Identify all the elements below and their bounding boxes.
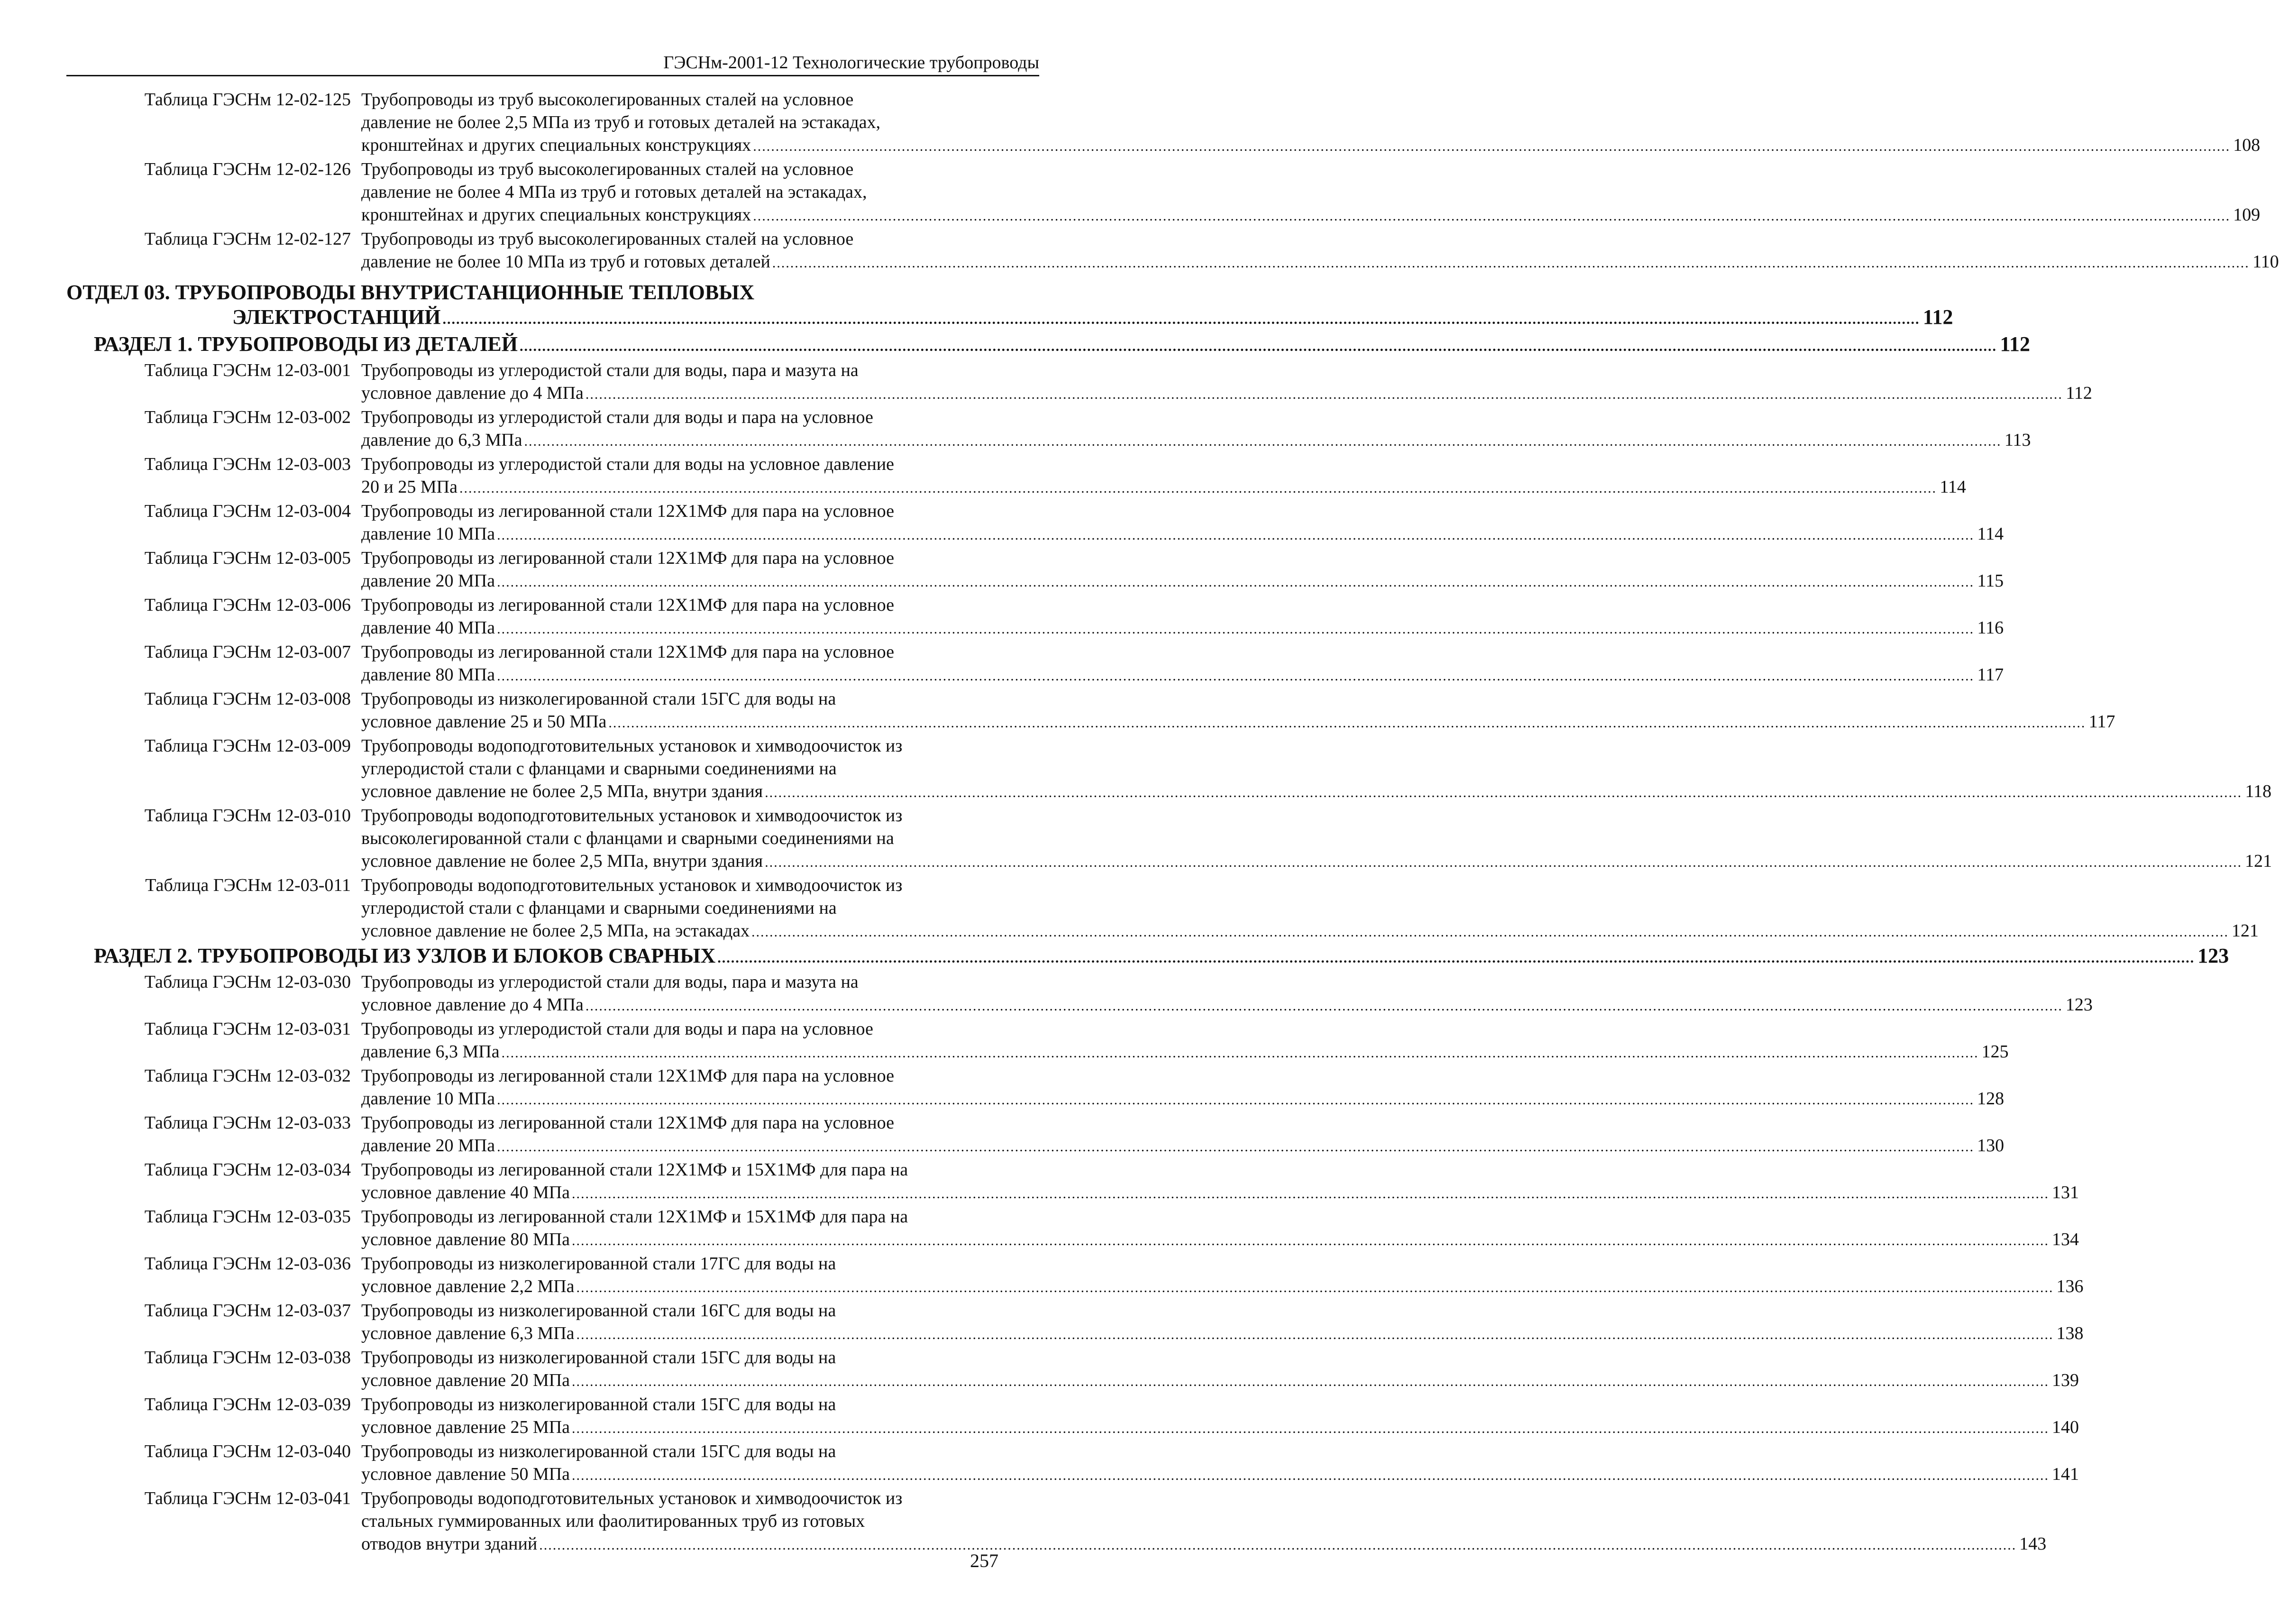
- heading-line: РАЗДЕЛ 2. ТРУБОПРОВОДЫ ИЗ УЗЛОВ И БЛОКОВ СВАРНЫХ: [94, 944, 716, 967]
- toc-entry-last-line: [361, 429, 2031, 453]
- dot-leader: [751, 921, 2229, 944]
- toc-entry-label: Таблица ГЭСНм 12-03-034: [144, 1160, 351, 1180]
- toc-entry-label: Таблица ГЭСНм 12-03-038: [144, 1348, 351, 1367]
- toc-entry-last-line: [361, 476, 1966, 500]
- toc-entry[interactable]: [66, 1064, 2004, 1111]
- page-number: 257: [970, 1550, 998, 1571]
- heading-last-line: [66, 944, 2229, 971]
- toc-entry-title-line: Трубопроводы из углеродистой стали для воды, пара и мазута на: [361, 360, 859, 380]
- toc-entry-title: [361, 1158, 2079, 1205]
- toc-entry-title-line: давление 10 МПа: [361, 1089, 495, 1109]
- toc-entry-title: [361, 804, 2272, 874]
- toc-entry-label: Таблица ГЭСНм 12-03-041: [144, 1488, 351, 1508]
- dot-leader: [572, 1417, 2049, 1440]
- toc-entry-title-line: Трубопроводы из труб высоколегированных сталей на условное: [361, 90, 854, 110]
- header-rule: [66, 75, 1039, 76]
- dot-leader: [497, 571, 1974, 594]
- toc-entry-title-line: углеродистой стали с фланцами и сварными соединениями на: [361, 759, 837, 779]
- table-of-contents: [66, 88, 2279, 1557]
- toc-entry[interactable]: [66, 88, 2261, 158]
- toc-entry-title-line: давление не более 4 МПа из труб и готовых деталей на эстакадах,: [361, 182, 867, 202]
- toc-page-number: 123: [2065, 995, 2093, 1015]
- toc-entry-title-line: Трубопроводы водоподготовительных установок и химводоочисток из: [361, 736, 903, 756]
- toc-page-number: 130: [1977, 1136, 2004, 1156]
- toc-entry-last-line: [361, 1087, 2004, 1111]
- dot-leader: [572, 1464, 2049, 1487]
- toc-entry[interactable]: [66, 453, 1966, 500]
- dot-leader: [459, 477, 1937, 500]
- toc-entry-title-line: углеродистой стали с фланцами и сварными соединениями на: [361, 898, 837, 918]
- toc-page-number: 121: [2232, 921, 2259, 941]
- toc-entry-title-line: Трубопроводы из легированной стали 12Х1МФ для пара на условное: [361, 595, 894, 615]
- toc-entry-label: Таблица ГЭСНм 12-03-035: [144, 1207, 351, 1227]
- toc-entry-title-line: высоколегированной стали с фланцами и сварными соединениями на: [361, 828, 894, 848]
- toc-entry-title-line: Трубопроводы из углеродистой стали для воды и пара на условное: [361, 407, 873, 427]
- toc-entry[interactable]: [66, 500, 2004, 547]
- toc-page-number: 112: [1922, 305, 1953, 329]
- toc-entry-title-line: Трубопроводы из легированной стали 12Х1МФ для пара на условное: [361, 548, 894, 568]
- toc-page-number: 139: [2052, 1370, 2079, 1390]
- toc-entry-title-line: давление 80 МПа: [361, 665, 495, 685]
- toc-entry-title: [361, 688, 2115, 734]
- toc-page-number: 134: [2052, 1229, 2079, 1249]
- dot-leader: [520, 334, 1997, 359]
- toc-page-number: 112: [2066, 383, 2092, 403]
- toc-entry-last-line: [361, 523, 2004, 547]
- toc-entry-title: [361, 734, 2271, 804]
- toc-entry-label: Таблица ГЭСНм 12-03-005: [144, 548, 351, 568]
- toc-entry-label: Таблица ГЭСНм 12-03-033: [144, 1113, 351, 1133]
- toc-entry-title-line: условное давление не более 2,5 МПа, внутри здания: [361, 851, 763, 871]
- heading-last-line: [66, 332, 2031, 359]
- toc-page-number: 108: [2233, 135, 2261, 155]
- toc-entry-label: Таблица ГЭСНм 12-03-040: [144, 1441, 351, 1461]
- toc-entry-title-line: отводов внутри зданий: [361, 1534, 538, 1554]
- toc-entry-title: [361, 1018, 2009, 1064]
- toc-entry-last-line: [361, 1134, 2004, 1158]
- toc-entry-last-line: [361, 1228, 2079, 1252]
- toc-entry-title-line: Трубопроводы из легированной стали 12Х1МФ и 15Х1МФ для пара на: [361, 1207, 908, 1227]
- toc-entry-title-line: давление не более 10 МПа из труб и готовых деталей: [361, 252, 770, 272]
- toc-entry-title: [361, 158, 2260, 228]
- toc-entry[interactable]: [66, 734, 2272, 804]
- toc-page-number: 114: [1977, 524, 2004, 544]
- toc-entry-label: Таблица ГЭСНм 12-03-004: [144, 501, 351, 521]
- dot-leader: [586, 995, 2063, 1018]
- toc-page-number: 113: [2004, 430, 2031, 450]
- toc-entry-title-line: кронштейнах и других специальных конструкциях: [361, 135, 751, 155]
- toc-entry-title-line: Трубопроводы из углеродистой стали для воды, пара и мазута на: [361, 972, 859, 992]
- toc-entry-title-line: давление 20 МПа: [361, 571, 495, 591]
- toc-entry-title: [361, 1252, 2084, 1299]
- toc-entry-last-line: [361, 1040, 2009, 1064]
- toc-section-heading[interactable]: [66, 332, 2031, 359]
- toc-section-heading[interactable]: [66, 944, 2229, 971]
- toc-page-number: 116: [1977, 618, 2004, 638]
- toc-entry[interactable]: [66, 1299, 2084, 1346]
- toc-entry-last-line: [361, 569, 2004, 594]
- toc-entry-label: Таблица ГЭСНм 12-03-030: [144, 972, 351, 992]
- toc-entry[interactable]: [66, 228, 2279, 275]
- toc-entry-title: [361, 1299, 2084, 1346]
- toc-page-number: 138: [2056, 1323, 2084, 1343]
- toc-page-number: 131: [2052, 1183, 2079, 1202]
- toc-entry-title-line: условное давление 80 МПа: [361, 1229, 570, 1249]
- dot-leader: [577, 1276, 2054, 1299]
- toc-entry-label: Таблица ГЭСНм 12-02-127: [144, 229, 351, 249]
- toc-page-number: 117: [2088, 712, 2115, 732]
- toc-entry-label: Таблица ГЭСНм 12-02-125: [144, 90, 351, 110]
- toc-entry[interactable]: [66, 547, 2004, 594]
- toc-entry[interactable]: [66, 158, 2261, 228]
- toc-entry-title: [361, 500, 2004, 547]
- toc-entry-last-line: [361, 134, 2260, 158]
- toc-entry-title-line: Трубопроводы из низколегированной стали 16ГС для воды на: [361, 1301, 836, 1321]
- toc-entry-title-line: условное давление до 4 МПа: [361, 383, 584, 403]
- toc-entry-last-line: [361, 919, 2259, 944]
- toc-entry-title-line: давление 20 МПа: [361, 1136, 495, 1156]
- toc-entry-title-line: Трубопроводы водоподготовительных установок и химводоочисток из: [361, 875, 903, 895]
- toc-entry[interactable]: [66, 594, 2004, 641]
- toc-page-number: 121: [2245, 851, 2272, 871]
- toc-entry-title-line: условное давление 2,2 МПа: [361, 1276, 575, 1296]
- toc-entry-title: [361, 88, 2260, 158]
- toc-entry-last-line: [361, 663, 2004, 688]
- dot-leader: [497, 618, 1974, 641]
- toc-entry-label: Таблица ГЭСНм 12-03-011: [145, 875, 351, 895]
- toc-entry-title-line: давление 40 МПа: [361, 618, 495, 638]
- toc-entry-title: [361, 453, 1966, 500]
- toc-entry[interactable]: [66, 1205, 2079, 1252]
- toc-entry-title-line: давление не более 2,5 МПа из труб и готовых деталей на эстакадах,: [361, 112, 881, 132]
- toc-page-number: 118: [2245, 781, 2272, 801]
- toc-entry-last-line: [361, 1416, 2079, 1440]
- heading-line: ЭЛЕКТРОСТАНЦИЙ: [232, 305, 441, 329]
- toc-entry-title: [361, 1064, 2004, 1111]
- dot-leader: [524, 430, 2001, 453]
- toc-entry-title-line: условное давление 50 МПа: [361, 1464, 570, 1484]
- toc-entry-label: Таблица ГЭСНм 12-03-036: [144, 1254, 351, 1274]
- dot-leader: [572, 1370, 2049, 1393]
- toc-entry[interactable]: [66, 1346, 2079, 1393]
- toc-entry[interactable]: [66, 804, 2272, 874]
- toc-entry-title-line: Трубопроводы из труб высоколегированных сталей на условное: [361, 229, 854, 249]
- dot-leader: [772, 252, 2250, 275]
- toc-entry-last-line: [361, 250, 2279, 275]
- dot-leader: [586, 383, 2063, 406]
- heading-last-line: [66, 305, 1953, 332]
- toc-entry-label: Таблица ГЭСНм 12-03-039: [144, 1395, 351, 1414]
- dot-leader: [753, 205, 2230, 228]
- toc-entry-title-line: условное давление 40 МПа: [361, 1183, 570, 1202]
- toc-entry-title-line: условное давление 25 и 50 МПа: [361, 712, 607, 732]
- toc-entry-title: [361, 547, 2004, 594]
- toc-entry-title-line: Трубопроводы из труб высоколегированных сталей на условное: [361, 159, 854, 179]
- toc-entry-title-line: условное давление 25 МПа: [361, 1417, 570, 1437]
- dot-leader: [765, 781, 2242, 804]
- toc-entry-title-line: Трубопроводы из легированной стали 12Х1МФ для пара на условное: [361, 1066, 894, 1086]
- toc-entry-title-line: Трубопроводы из низколегированной стали 15ГС для воды на: [361, 689, 836, 709]
- toc-entry-title-line: Трубопроводы из низколегированной стали 15ГС для воды на: [361, 1441, 836, 1461]
- toc-entry-last-line: [361, 616, 2004, 641]
- toc-entry-label: Таблица ГЭСНм 12-03-032: [144, 1066, 351, 1086]
- toc-entry-title: [361, 641, 2004, 688]
- toc-page-number: 110: [2252, 252, 2279, 272]
- toc-entry-title: [361, 1205, 2079, 1252]
- toc-entry-last-line: [361, 1275, 2084, 1299]
- toc-page-number: 141: [2052, 1464, 2079, 1484]
- toc-entry-title-line: Трубопроводы из легированной стали 12Х1МФ для пара на условное: [361, 1113, 894, 1133]
- toc-entry-last-line: [361, 1181, 2079, 1205]
- toc-entry-title: [361, 1346, 2079, 1393]
- toc-entry[interactable]: [66, 1158, 2079, 1205]
- dot-leader: [497, 524, 1974, 547]
- toc-entry-title-line: стальных гуммированных или фаолитированных труб из готовых: [361, 1511, 865, 1531]
- toc-entry-label: Таблица ГЭСНм 12-03-037: [144, 1301, 351, 1321]
- toc-entry[interactable]: [66, 1487, 2047, 1557]
- toc-entry[interactable]: [66, 688, 2115, 734]
- toc-entry-label: Таблица ГЭСНм 12-03-007: [144, 642, 351, 662]
- toc-page-number: 115: [1977, 571, 2004, 591]
- toc-page-number: 112: [2000, 332, 2031, 356]
- toc-page-number: 125: [1981, 1042, 2009, 1062]
- toc-entry-title: [361, 228, 2279, 275]
- toc-entry-label: Таблица ГЭСНм 12-03-008: [144, 689, 351, 709]
- toc-entry-title-line: Трубопроводы из низколегированной стали 15ГС для воды на: [361, 1395, 836, 1414]
- dot-leader: [502, 1042, 1979, 1064]
- toc-entry-title: [361, 874, 2259, 944]
- toc-entry-title: [361, 1111, 2004, 1158]
- toc-entry-title-line: условное давление до 4 МПа: [361, 995, 584, 1015]
- toc-entry-title-line: Трубопроводы из легированной стали 12Х1МФ для пара на условное: [361, 501, 894, 521]
- toc-page-number: 117: [1977, 665, 2004, 685]
- toc-entry-label: Таблица ГЭСНм 12-03-003: [144, 454, 351, 474]
- heading-line: РАЗДЕЛ 1. ТРУБОПРОВОДЫ ИЗ ДЕТАЛЕЙ: [94, 332, 518, 356]
- toc-entry-title: [361, 359, 2092, 406]
- running-header: ГЭСНм-2001-12 Технологические трубопроводы: [663, 53, 1039, 73]
- dot-leader: [717, 946, 2195, 971]
- toc-entry-title-line: условное давление не более 2,5 МПа, внутри здания: [361, 781, 763, 801]
- toc-entry-label: Таблица ГЭСНм 12-03-006: [144, 595, 351, 615]
- toc-entry-title-line: давление 10 МПа: [361, 524, 495, 544]
- dot-leader: [753, 135, 2230, 158]
- toc-entry-title: [361, 1393, 2079, 1440]
- toc-entry[interactable]: [66, 641, 2004, 688]
- toc-entry-title: [361, 1440, 2079, 1487]
- toc-entry[interactable]: [66, 406, 2031, 453]
- dot-leader: [497, 1136, 1974, 1158]
- toc-entry-title-line: условное давление не более 2,5 МПа, на эстакадах: [361, 921, 750, 941]
- dot-leader: [572, 1229, 2049, 1252]
- toc-entry-title: [361, 406, 2031, 453]
- toc-entry-title: [361, 971, 2093, 1018]
- toc-entry-label: Таблица ГЭСНм 12-03-010: [144, 806, 351, 826]
- toc-page-number: 128: [1977, 1089, 2004, 1109]
- toc-page-number: 123: [2197, 944, 2229, 967]
- toc-department-heading[interactable]: [66, 280, 1953, 332]
- dot-leader: [572, 1183, 2049, 1205]
- heading-line: ОТДЕЛ 03. ТРУБОПРОВОДЫ ВНУТРИСТАНЦИОННЫЕ ТЕПЛОВЫХ: [66, 281, 755, 304]
- toc-page-number: 143: [2019, 1534, 2047, 1554]
- toc-entry-title: [361, 1487, 2046, 1557]
- toc-entry-last-line: [361, 1463, 2079, 1487]
- toc-entry-title-line: кронштейнах и других специальных конструкциях: [361, 205, 751, 225]
- dot-leader: [497, 665, 1974, 688]
- toc-entry-title-line: давление 6,3 МПа: [361, 1042, 500, 1062]
- dot-leader: [442, 307, 1920, 332]
- toc-entry-title-line: 20 и 25 МПа: [361, 477, 458, 497]
- toc-entry-title-line: Трубопроводы из легированной стали 12Х1МФ и 15Х1МФ для пара на: [361, 1160, 908, 1180]
- toc-entry-title-line: давление до 6,3 МПа: [361, 430, 522, 450]
- toc-entry-title-line: условное давление 20 МПа: [361, 1370, 570, 1390]
- toc-entry-title: [361, 594, 2004, 641]
- toc-entry-label: Таблица ГЭСНм 12-03-001: [144, 360, 351, 380]
- toc-page-number: 140: [2052, 1417, 2079, 1437]
- toc-entry[interactable]: [66, 874, 2259, 944]
- toc-entry-label: Таблица ГЭСНм 12-03-031: [144, 1019, 351, 1039]
- toc-entry-title-line: Трубопроводы из углеродистой стали для воды на условное давление: [361, 454, 894, 474]
- toc-entry-last-line: [361, 710, 2115, 734]
- toc-entry-label: Таблица ГЭСНм 12-03-009: [144, 736, 351, 756]
- toc-entry-title-line: условное давление 6,3 МПа: [361, 1323, 575, 1343]
- toc-entry[interactable]: [66, 1393, 2079, 1440]
- toc-entry-last-line: [361, 850, 2272, 874]
- toc-entry-title-line: Трубопроводы из низколегированной стали 15ГС для воды на: [361, 1348, 836, 1367]
- toc-entry[interactable]: [66, 1018, 2009, 1064]
- toc-entry-title-line: Трубопроводы из легированной стали 12Х1МФ для пара на условное: [361, 642, 894, 662]
- toc-page-number: 114: [1940, 477, 1966, 497]
- toc-entry-title-line: Трубопроводы водоподготовительных установок и химводоочисток из: [361, 1488, 903, 1508]
- toc-entry-title-line: Трубопроводы водоподготовительных установок и химводоочисток из: [361, 806, 903, 826]
- toc-entry[interactable]: [66, 359, 2092, 406]
- dot-leader: [765, 851, 2242, 874]
- toc-entry[interactable]: [66, 971, 2093, 1018]
- toc-entry[interactable]: [66, 1111, 2004, 1158]
- toc-entry-label: Таблица ГЭСНм 12-02-126: [144, 159, 351, 179]
- toc-entry-last-line: [361, 780, 2271, 804]
- dot-leader: [497, 1089, 1974, 1111]
- toc-entry-label: Таблица ГЭСНм 12-03-002: [144, 407, 351, 427]
- dot-leader: [608, 712, 2086, 734]
- toc-entry-last-line: [361, 1369, 2079, 1393]
- toc-entry[interactable]: [66, 1252, 2084, 1299]
- toc-entry-last-line: [361, 1322, 2084, 1346]
- dot-leader: [577, 1323, 2054, 1346]
- toc-entry[interactable]: [66, 1440, 2079, 1487]
- toc-entry-last-line: [361, 993, 2093, 1018]
- toc-entry-last-line: [361, 382, 2092, 406]
- toc-entry-title-line: Трубопроводы из низколегированной стали 17ГС для воды на: [361, 1254, 836, 1274]
- toc-page-number: 136: [2056, 1276, 2084, 1296]
- toc-entry-title-line: Трубопроводы из углеродистой стали для воды и пара на условное: [361, 1019, 873, 1039]
- toc-page-number: 109: [2233, 205, 2261, 225]
- toc-entry-last-line: [361, 203, 2260, 228]
